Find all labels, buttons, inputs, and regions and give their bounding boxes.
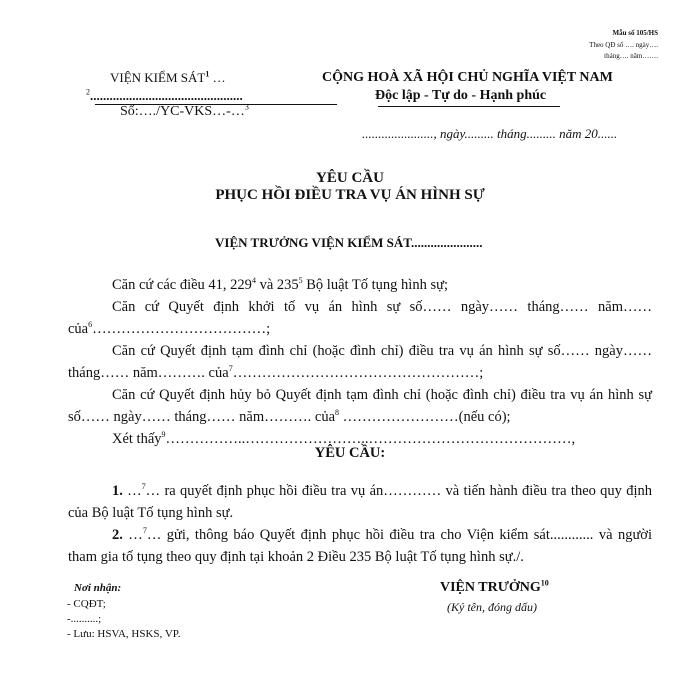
motto-underline xyxy=(378,106,560,107)
form-decision-ref: Theo QĐ số …. ngày…. xyxy=(589,41,658,49)
recipient-item: - CQĐT; xyxy=(67,598,106,610)
agency-sub-line: $^2$............................................... xyxy=(86,87,243,103)
request-section xyxy=(68,480,652,568)
form-number: Mẫu số 105/HS xyxy=(612,29,658,37)
recipients-title: Nơi nhận: xyxy=(74,582,122,594)
document-subtitle: PHỤC HỒI ĐIỀU TRA VỤ ÁN HÌNH SỰ xyxy=(215,187,485,203)
nation-name: CỘNG HOÀ XÃ HỘI CHỦ NGHĨA VIỆT NAM xyxy=(322,70,613,85)
request-item-1: 1. …$^7$… ra quyết định phục hồi điều tra vụ án………… và tiến hành điều tra theo quy định của Bộ luật Tố tụng hình sự. xyxy=(68,482,652,521)
request-heading: YÊU CẦU: xyxy=(314,445,386,461)
nation-motto: Độc lập - Tự do - Hạnh phúc xyxy=(375,88,547,103)
document-title: YÊU CẦU xyxy=(316,170,384,186)
basis-paragraph-3: Căn cứ Quyết định tạm đình chỉ (hoặc đình chỉ) điều tra vụ án hình sự số…… ngày…… tháng…… năm………. của$^7$……………………………………………; xyxy=(68,343,652,381)
agency-name: VIỆN KIỂM SÁT$^1$ … xyxy=(110,69,226,85)
recipient-item: - Lưu: HSVA, HSKS, VP. xyxy=(67,628,181,640)
request-item-2: 2. …$^7$… gửi, thông báo Quyết định phục hồi điều tra cho Viện kiểm sát............ và người tham gia tố tụng theo quy định tại khoản 2 Điều 235 Bộ luật Tố tụng hình sự./. xyxy=(68,526,653,565)
basis-paragraph-2: Căn cứ Quyết định khởi tố vụ án hình sự số…… ngày…… tháng…… năm…… của$^6$………………………………; xyxy=(68,299,652,337)
basis-paragraph-4: Căn cứ Quyết định hủy bỏ Quyết định tạm đình chỉ (hoặc đình chỉ) điều tra vụ án hình sự số…… ngày…… tháng…… năm………. của$^8$ ……………………(nếu có); xyxy=(68,387,652,425)
signature-note: (Ký tên, đóng dấu) xyxy=(447,600,537,614)
basis-section xyxy=(68,274,652,450)
basis-paragraph-1: Căn cứ các điều 41, $229^4$ và $235^5$ Bộ luật Tố tụng hình sự; xyxy=(112,276,448,293)
addressee: VIỆN TRƯỞNG VIỆN KIỂM SÁT...................... xyxy=(215,235,483,250)
place-date-line: ......................, ngày......... tháng......... năm 20...... xyxy=(362,126,618,141)
basis-paragraph-5: Xét thấy$^9$……………..……………………..……………………………………, xyxy=(112,430,576,447)
form-decision-date: tháng…. năm……. xyxy=(604,52,658,60)
document-number: Số:…./YC-VKS…-…$^3$ xyxy=(120,102,249,119)
recipient-item: -..........; xyxy=(67,613,102,625)
signature-title: VIỆN TRƯỞNG$^{10}$ xyxy=(440,578,549,595)
